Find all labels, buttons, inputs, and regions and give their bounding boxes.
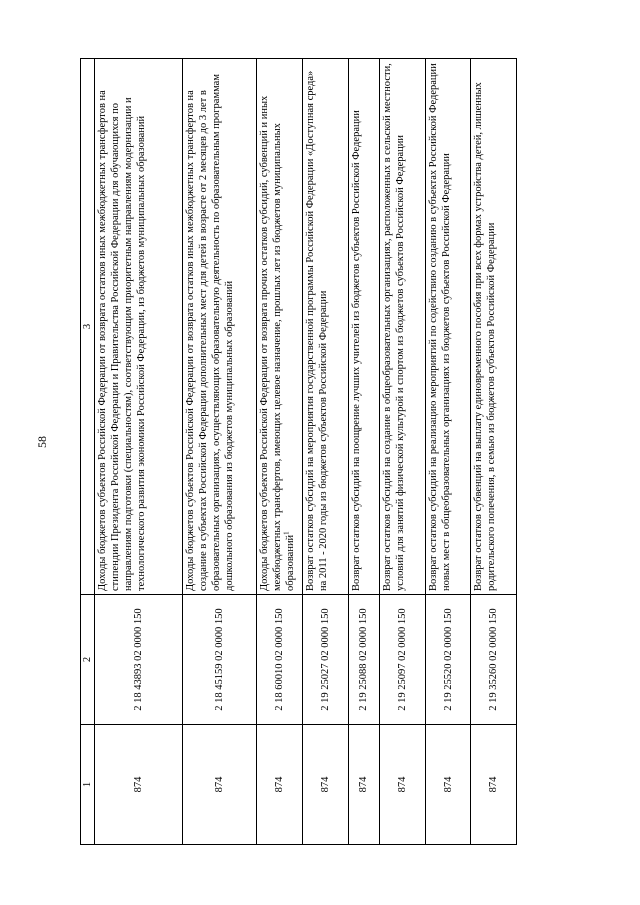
budget-code-cell: 2 19 35260 02 0000 150 (471, 595, 517, 725)
table-row (257, 59, 303, 845)
table-row (348, 59, 379, 845)
admin-code-cell: 874 (348, 725, 379, 845)
admin-code-cell: 874 (471, 725, 517, 845)
description-cell: Возврат остатков субсидий на поощрение лучших учителей из бюджетов субъектов Российской Федерации (348, 59, 379, 595)
description-cell (257, 59, 303, 595)
table-row (471, 59, 517, 845)
budget-code-cell: 2 19 25520 02 0000 150 (425, 595, 471, 725)
description-cell: Возврат остатков субсидий на мероприятия государственной программы Российской Федерации «Доступная среда» на 2011 - 2020 годы из бюджетов субъектов Российской Федерации (303, 59, 349, 595)
table-row (95, 59, 183, 845)
budget-code-cell: 2 19 25027 02 0000 150 (303, 595, 349, 725)
description-text: Доходы бюджетов субъектов Российской Федерации от возврата прочих остатков субсидий, субвенций и иных межбюджетных трансфертов, имеющих целевое назначение, прошлых лет из бюджетов муниципальных образований (259, 95, 297, 591)
admin-code-cell: 874 (257, 725, 303, 845)
table-row (380, 59, 426, 845)
budget-code-cell: 2 18 60010 02 0000 150 (257, 595, 303, 725)
budget-code-cell: 2 19 25097 02 0000 150 (380, 595, 426, 725)
description-cell: Возврат остатков субсидий на создание в общеобразовательных организациях, расположенных в сельской местности, условий для занятий физической культурой и спортом из бюджетов субъектов Российской Федерации (380, 59, 426, 595)
admin-code-cell: 874 (380, 725, 426, 845)
budget-code-cell: 2 19 25088 02 0000 150 (348, 595, 379, 725)
header-col-3: 3 (81, 59, 95, 595)
table-row (303, 59, 349, 845)
budget-code-cell: 2 18 43893 02 0000 150 (95, 595, 183, 725)
page-number: 58 (35, 436, 49, 448)
description-cell: Доходы бюджетов субъектов Российской Федерации от возврата остатков иных межбюджетных трансфертов на стипендии Президента Российской Федерации и Правительства Российской Федерации для обучающихся по направлениям подготовки (специальностям), соответствующим приоритетным направлениям модернизации и технологического развития экономики Российской Федерации, из бюджетов муниципальных образований (95, 59, 183, 595)
table-header-row (81, 59, 95, 845)
table-row (425, 59, 471, 845)
admin-code-cell: 874 (95, 725, 183, 845)
footnote-marker: 1 (282, 531, 291, 535)
revenue-table (80, 58, 517, 845)
budget-code-cell: 2 18 45159 02 0000 150 (183, 595, 257, 725)
header-col-2: 2 (81, 595, 95, 725)
admin-code-cell: 874 (425, 725, 471, 845)
header-col-1: 1 (81, 725, 95, 845)
description-cell: Возврат остатков субсидий на реализацию мероприятий по содействию созданию в субъектах Российской Федерации новых мест в общеобразовательных организациях из бюджетов субъектов Российской Федерации (425, 59, 471, 595)
table-row (183, 59, 257, 845)
description-cell: Возврат остатков субвенций на выплату единовременного пособия при всех формах устройства детей, лишенных родительского попечения, в семью из бюджетов субъектов Российской Федерации (471, 59, 517, 595)
admin-code-cell: 874 (183, 725, 257, 845)
description-cell: Доходы бюджетов субъектов Российской Федерации от возврата остатков иных межбюджетных трансфертов на создание в субъектах Российской Федерации дополнительных мест для детей в возрасте от 2 месяцев до 3 лет в образовательных организациях, осуществляющих образовательную деятельность по образовательным программам дошкольного образования из бюджетов муниципальных образований (183, 59, 257, 595)
admin-code-cell: 874 (303, 725, 349, 845)
